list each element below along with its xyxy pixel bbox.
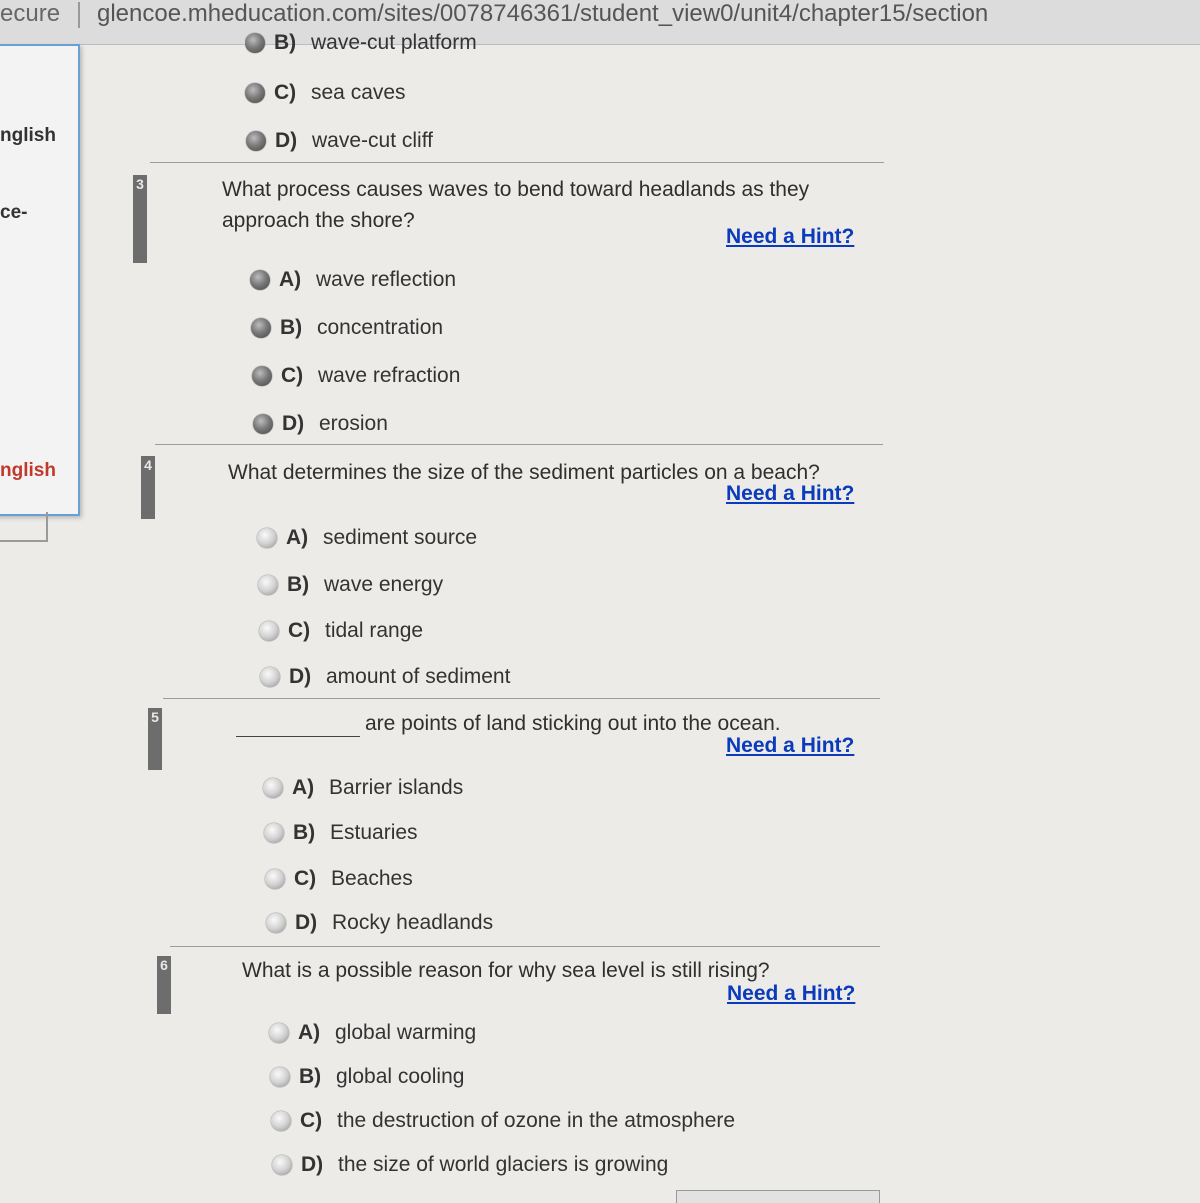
need-hint-link[interactable]: Need a Hint?	[726, 734, 855, 757]
q2-option-b[interactable]: B) wave-cut platform	[245, 30, 477, 56]
fill-in-blank	[236, 736, 360, 737]
q2-option-c[interactable]: C) sea caves	[245, 78, 406, 108]
sidebar-link-english[interactable]: nglish	[0, 125, 56, 146]
question-divider	[163, 698, 880, 699]
question-number: 5	[148, 708, 162, 770]
q6-option-c[interactable]: C) the destruction of ozone in the atmosphere	[271, 1106, 735, 1136]
radio-button[interactable]	[257, 528, 277, 548]
url-text[interactable]: glencoe.mheducation.com/sites/0078746361/student_view0/unit4/chapter15/section	[97, 0, 989, 27]
q6-option-d[interactable]: D) the size of world glaciers is growing	[272, 1150, 668, 1180]
need-hint-link[interactable]: Need a Hint?	[727, 982, 856, 1005]
q3-option-c[interactable]: C) wave refraction	[252, 361, 460, 391]
q2-option-d[interactable]: D) wave-cut cliff	[246, 126, 433, 156]
radio-button[interactable]	[269, 1023, 289, 1043]
sidebar-panel	[0, 44, 80, 516]
radio-button[interactable]	[260, 667, 280, 687]
browser-address-bar[interactable]	[0, 0, 1200, 45]
radio-button[interactable]	[270, 1067, 290, 1087]
question-text: What is a possible reason for why sea level is still rising?	[242, 959, 770, 982]
question-divider	[150, 162, 884, 163]
need-hint-link[interactable]: Need a Hint?	[726, 225, 855, 248]
q4-option-b[interactable]: B) wave energy	[258, 570, 443, 600]
q4-option-c[interactable]: C) tidal range	[259, 616, 423, 646]
radio-button[interactable]	[253, 414, 273, 434]
radio-button[interactable]	[266, 913, 286, 933]
need-hint-link[interactable]: Need a Hint?	[726, 482, 855, 505]
radio-button[interactable]	[246, 131, 266, 151]
address-separator	[78, 2, 80, 28]
q6-option-b[interactable]: B) global cooling	[270, 1062, 464, 1092]
q4-option-a[interactable]: A) sediment source	[257, 523, 477, 553]
radio-button[interactable]	[264, 823, 284, 843]
radio-button[interactable]	[245, 83, 265, 103]
radio-button[interactable]	[263, 778, 283, 798]
radio-button[interactable]	[265, 869, 285, 889]
radio-button[interactable]	[258, 575, 278, 595]
q5-option-c[interactable]: C) Beaches	[265, 864, 413, 894]
question-number: 6	[157, 956, 171, 1014]
question-number: 3	[133, 175, 147, 263]
q3-option-a[interactable]: A) wave reflection	[250, 265, 456, 295]
radio-button[interactable]	[245, 33, 265, 53]
q5-option-a[interactable]: A) Barrier islands	[263, 773, 463, 803]
radio-button[interactable]	[271, 1111, 291, 1131]
question-text: What process causes waves to bend toward headlands as they approach the shore?	[222, 178, 810, 232]
submit-button-partial[interactable]	[676, 1190, 880, 1203]
radio-button[interactable]	[272, 1155, 292, 1175]
sidebar-link-english-active[interactable]: nglish	[0, 460, 56, 481]
question-text: are points of land sticking out into the ocean.	[365, 712, 781, 735]
question-divider	[170, 946, 880, 947]
q3-option-b[interactable]: B) concentration	[251, 313, 443, 343]
radio-button[interactable]	[259, 621, 279, 641]
question-text: What determines the size of the sediment particles on a beach?	[228, 461, 820, 484]
q5-option-d[interactable]: D) Rocky headlands	[266, 908, 493, 938]
radio-button[interactable]	[252, 366, 272, 386]
q3-option-d[interactable]: D) erosion	[253, 409, 388, 439]
sidebar-link-ce[interactable]: ce-	[0, 202, 28, 223]
q4-option-d[interactable]: D) amount of sediment	[260, 662, 510, 692]
q5-option-b[interactable]: B) Estuaries	[264, 818, 418, 848]
question-divider	[155, 444, 883, 445]
sidebar-footer-box	[0, 512, 48, 542]
secure-label: ecure	[0, 0, 61, 27]
radio-button[interactable]	[250, 270, 270, 290]
question-number: 4	[141, 456, 155, 519]
q6-option-a[interactable]: A) global warming	[269, 1018, 476, 1048]
radio-button[interactable]	[251, 318, 271, 338]
